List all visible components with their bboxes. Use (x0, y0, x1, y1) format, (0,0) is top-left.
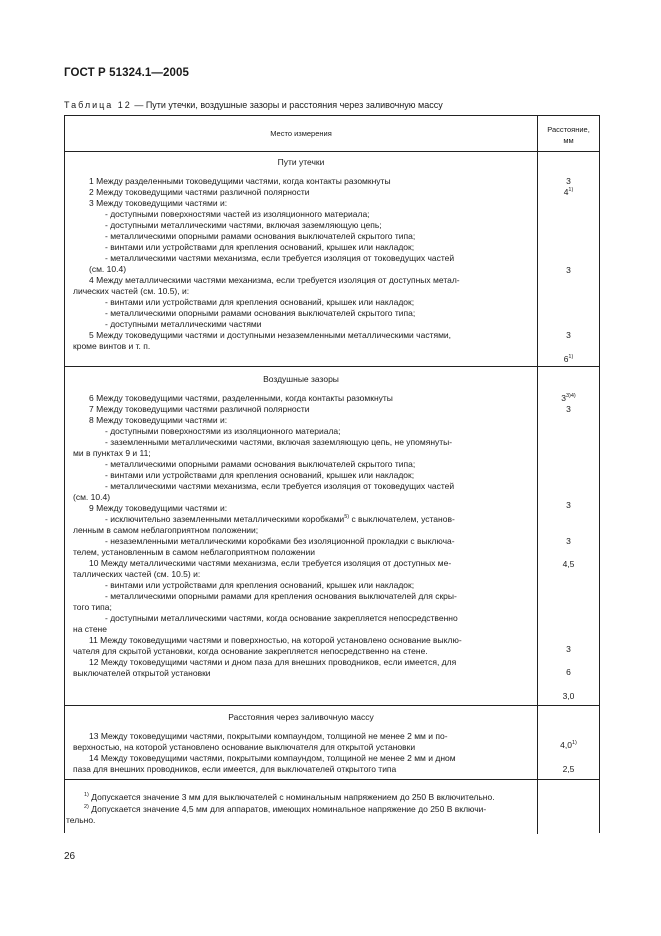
document-code: ГОСТ Р 51324.1—2005 (64, 67, 189, 79)
footnote-ref: 5) (344, 514, 350, 520)
table-caption (64, 100, 443, 110)
value-cell: 3 (566, 330, 571, 340)
value-text: 6 (563, 354, 569, 364)
value-cell: 2,5 (562, 764, 575, 774)
value-cell (538, 354, 599, 364)
section-divider (65, 705, 599, 706)
section-title-creepage: Пути утечки (277, 157, 325, 167)
table-caption-label: Таблица 12 (64, 100, 132, 110)
table-header (65, 116, 599, 152)
table-row-text: 14 Между токоведущими частями, покрытыми компаундом, толщиной не менее 2 мм и дном (89, 753, 456, 763)
table-row-text (105, 514, 455, 524)
table-row-text: - металлическими опорными рамами основания выключателей скрытого типа; (105, 231, 416, 241)
column-header-distance-line2: мм (563, 136, 574, 145)
table-row-text: 10 Между металлическими частями механизма, если требуется изоляция от доступных ме- (89, 558, 452, 568)
table-row-text: - доступными поверхностями частей из изоляционного материала; (105, 209, 370, 219)
value-text: 4 (563, 187, 569, 197)
table-row-text: верхностью, на которой установлено основание выключателя для открытой установки (73, 742, 416, 752)
column-header-location: Место измерения (270, 129, 332, 138)
table-row-text: - металлическими частями механизма, если требуется изоляция от токоведущих частей (105, 253, 455, 263)
table-caption-text: — Пути утечки, воздушные зазоры и расстояния через заливочную массу (131, 100, 443, 110)
table-row-text: того типа; (73, 602, 112, 612)
table-row-text: 13 Между токоведущими частями, покрытыми компаундом, толщиной не менее 2 мм и по- (89, 731, 448, 741)
table-row-text: 12 Между токоведущими частями и дном паза для внешних проводников, если имеется, для (89, 657, 457, 667)
table-row-text: - винтами или устройствами для крепления оснований, крышек или накладок; (105, 297, 415, 307)
footnote-2-continued: тельно. (66, 815, 96, 825)
table-row-text: - незаземленными металлическими коробками без изоляционной прокладки с выключа- (105, 536, 455, 546)
table-row-text: ми в пунктах 9 и 11; (73, 448, 151, 458)
value-text: 4,0 (560, 740, 572, 750)
table-row-text: - винтами или устройствами для крепления оснований, крышек или накладок; (105, 580, 415, 590)
table-row-text: телем, установленным в самом неблагоприятном положении (73, 547, 315, 557)
table-row-text: - металлическими опорными рамами основания выключателей скрытого типа; (105, 308, 416, 318)
table-row-text: 8 Между токоведущими частями и: (89, 415, 228, 425)
table-row-text: 9 Между токоведущими частями и: (89, 503, 228, 513)
table-row-text: (см. 10.4) (89, 264, 127, 274)
value-cell: 3,0 (562, 691, 575, 701)
table-row-text: (см. 10.4) (73, 492, 111, 502)
value-cell (538, 740, 599, 750)
table-row-text: - заземленными металлическими частями, включая заземляющую цепь, не упомянуты- (105, 437, 453, 447)
footnote-ref: 1) (568, 354, 574, 360)
table-row-text: таллических частей (см. 10.5) и: (73, 569, 201, 579)
table-row-text: 2 Между токоведущими частями различной полярности (89, 187, 310, 197)
text-part: с выключателем, установ- (349, 514, 455, 524)
value-text: 3 (561, 393, 566, 403)
value-cell: 3 (566, 644, 571, 654)
value-cell: 3 (566, 404, 571, 414)
column-divider (537, 116, 538, 834)
table-row-text: - металлическими частями механизма, если требуется изоляция от токоведущих частей (105, 481, 455, 491)
value-cell: 4,5 (562, 559, 575, 569)
column-header-distance-line1: Расстояние, (547, 125, 590, 134)
table-row-text: 4 Между металлическими частями механизма, если требуется изоляция от доступных метал- (89, 275, 460, 285)
table-row-text: 7 Между токоведущими частями различной полярности (89, 404, 310, 414)
footnote-ref (566, 393, 576, 399)
table-row-text: - винтами или устройствами для крепления оснований, крышек или накладок; (105, 242, 415, 252)
footnote-text: Допускается значение 4,5 мм для аппаратов, имеющих номинальное напряжение до 250 В включи- (91, 804, 487, 814)
section-title-compound: Расстояния через заливочную массу (228, 712, 374, 722)
footnote-text: Допускается значение 3 мм для выключателей с номинальным напряжением до 250 В включительно. (91, 792, 495, 802)
table-row-text: паза для внешних проводников, если имеется, для выключателей открытого типа (73, 764, 397, 774)
section-divider (65, 779, 599, 780)
table-row-text: - доступными металлическими частями, включая заземляющую цепь; (105, 220, 382, 230)
value-cell: 3 (566, 176, 571, 186)
value-cell: 6 (566, 667, 571, 677)
table-row-text: - винтами или устройствами для крепления оснований, крышек или накладок; (105, 470, 415, 480)
footnote-ref-b: 4) (570, 393, 576, 399)
table-row-text: кроме винтов и т. п. (73, 341, 151, 351)
table-row-text: - доступными металлическими частями (105, 319, 262, 329)
table-row-text: на стене (73, 624, 107, 634)
table-row-text: - металлическими опорными рамами для крепления основания выключателей для скры- (105, 591, 457, 601)
table-row-text: - доступными металлическими частями, когда основание закрепляется непосредственно (105, 613, 458, 623)
footnote-ref-a: 3) (565, 393, 571, 399)
table-row-text: - металлическими опорными рамами основания выключателей скрытого типа; (105, 459, 416, 469)
value-cell (538, 187, 599, 197)
table-row-text: 11 Между токоведущими частями и поверхностью, на которой установлено основание выклю- (89, 635, 462, 645)
table-row-text: 3 Между токоведущими частями и: (89, 198, 228, 208)
table-row-text: 1 Между разделенными токоведущими частями, когда контакты разомкнуты (89, 176, 391, 186)
column-header-distance (538, 124, 599, 146)
footnote-ref: 1) (571, 740, 577, 746)
footnote-marker: 1) (84, 792, 89, 798)
table-row-text: выключателей открытой установки (73, 668, 211, 678)
value-cell: 3 (566, 265, 571, 275)
value-cell: 3 (566, 500, 571, 510)
footnote-ref: 1) (568, 187, 574, 193)
footnote-1 (84, 792, 495, 802)
table-row-text: ленным в самом неблагоприятном положении; (73, 525, 259, 535)
text-part: - исключительно заземленными металлическими коробками (105, 514, 345, 524)
table-row-text: - доступными поверхностями из изоляционного материала; (105, 426, 341, 436)
table-row-text: чателя для скрытой установки, когда основание закрепляется непосредственно на стене. (73, 646, 428, 656)
section-divider (65, 366, 599, 367)
value-cell: 3 (566, 536, 571, 546)
footnote-marker: 2) (84, 804, 89, 810)
section-title-clearance: Воздушные зазоры (263, 374, 339, 384)
value-cell (538, 393, 599, 403)
footnote-2 (84, 804, 486, 814)
table-row-text: 5 Между токоведущими частями и доступными незаземленными металлическими частями, (89, 330, 452, 340)
table-row-text: 6 Между токоведущими частями, разделенными, когда контакты разомкнуты (89, 393, 393, 403)
page-number: 26 (64, 851, 76, 862)
measurement-table (64, 115, 600, 833)
table-row-text: лических частей (см. 10.5), и: (73, 286, 190, 296)
